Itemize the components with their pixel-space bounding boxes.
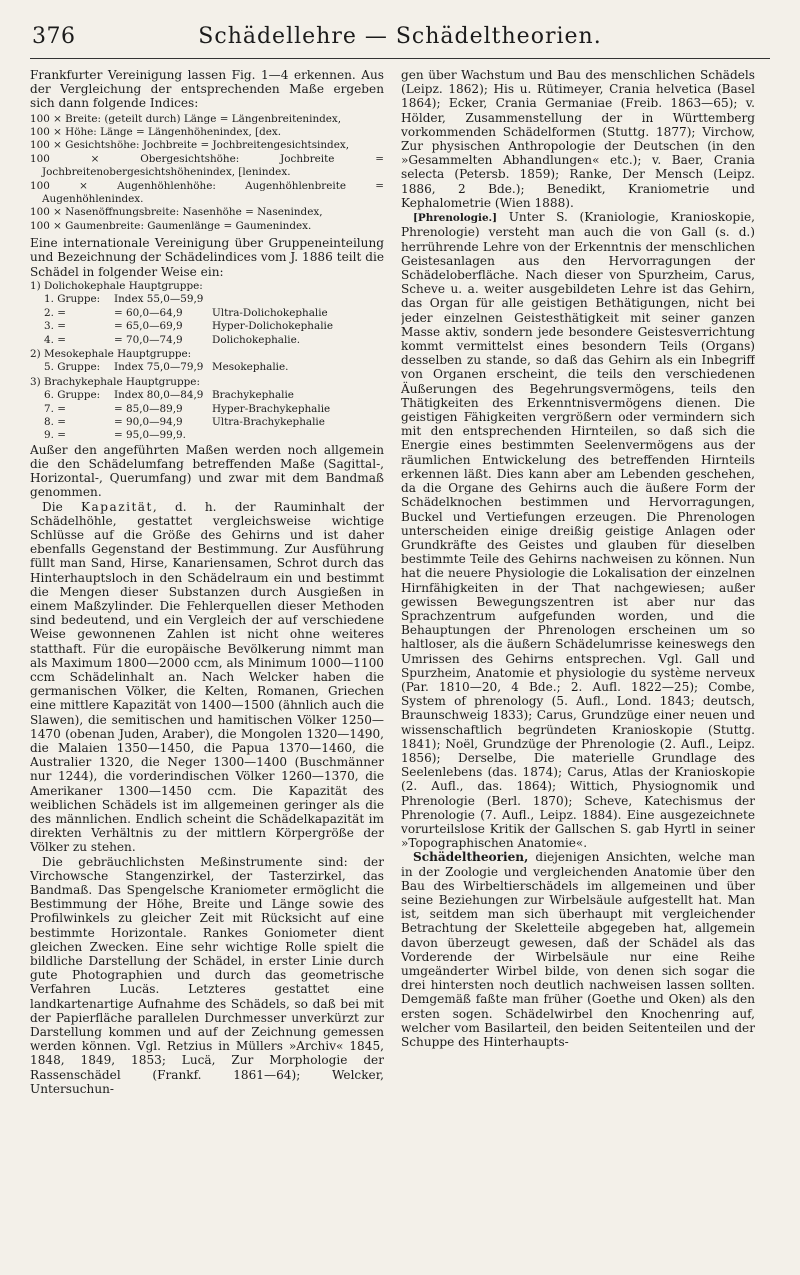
group-label: 4. = [44,333,66,346]
group-name: Hyper-Dolichokephalie [212,320,333,333]
paragraph: Frankfurter Vereinigung lassen Fig. 1—4 erkennen. Aus der Vergleichung der entsprechenden Maße ergeben sich dann folgende Indices: [30,68,384,111]
group-range: = 65,0—69,9 [114,320,183,333]
group-name [212,293,384,306]
index-formula: 100 × Gesichtshöhe: Jochbreite = Jochbreitengesichtsindex, [30,139,350,152]
group-label: 8. = [44,415,66,428]
index-formula: 100 × Augenhöhlenhöhe: Augenhöhlenbreite = Augenhöhlenindex. [30,179,384,206]
group-name: Ultra-Brachykephalie [212,415,325,428]
group-row [30,361,384,374]
indices-list [30,113,384,234]
group-label: 6. Gruppe: [44,389,101,402]
entry-paragraph [401,850,755,1049]
paragraph-text: diejenigen Ansichten, welche man in der Zoologie und vergleichenden Anatomie über den Bau des Wirbeltierschädels im allgemeinen und über seine Beziehungen zur Wirbelsäule aufgestellt hat. Man ist, seitdem man sich überhaupt mit vergleichender Betrachtung der Skeletteile abgegeben hat, allgemein davon überzeugt gewesen, daß der Schädel als das Vorderende der Wirbelsäule nur eine Reihe umgeänderter Wirbel bilde, von denen sich sogar die drei hintersten noch deutlich nachweisen lassen sollten. Demgemäß faßte man früher (Goethe und Oken) als den ersten sogen. Schädelwirbel den Knochenring auf, welcher vom Basilarteil, den beiden Seitenteilen und der Schuppe des Hinterhaupts- [401,850,755,1050]
group-name: Ultra-Dolichokephalie [212,306,328,319]
group-label: 5. Gruppe: [44,361,101,374]
group-name: Dolichokephalie. [212,333,301,346]
group-range: = 70,0—74,9 [114,333,183,346]
group-range: Index 80,0—84,9 [114,389,204,402]
paragraph: gen über Wachstum und Bau des menschlichen Schädels (Leipz. 1862); His u. Rütimeyer, Crania helvetica (Basel 1864); Ecker, Crania Germaniae (Freib. 1863—65); v. Hölder, Zusammenstellung der in Württemberg vorkommenden Schädelformen (Stuttg. 1877); Virchow, Zur physischen Anthropologie der Deutschen (in den »Gesammelten Abhandlungen« etc.); v. Baer, Crania selecta (Petersb. 1859); Ranke, Der Mensch (Leipz. 1886, 2 Bde.); Benedikt, Kraniometrie und Kephalometrie (Wien 1888). [401,68,755,210]
group-title: 1) Dolichokephale Hauptgruppe: [30,279,203,292]
entry-headword: Schädeltheorien, [413,850,529,865]
index-formula: 100 × Gaumenbreite: Gaumenlänge = Gaumenindex. [30,219,312,232]
paragraph: Außer den angeführten Maßen werden noch allgemein die den Schädelumfang betreffenden Maße (Sagittal-, Horizontal-, Querumfang) und zwar mit dem Bandmaß genommen. [30,442,384,500]
paragraph: Die Kapazität, d. h. der Rauminhalt der Schädelhöhle, gestattet vergleichsweise wichtige Schlüsse auf die Größe des Gehirns und ist daher ebenfalls Gegenstand der Bestimmung. Zur Ausführung füllt man Sand, Hirse, Kanariensamen, Schrot durch das Hinterhauptsloch in den Schädelraum ein und bestimmt die Mengen dieser Substanzen durch Ausgießen in einem Maßzylinder. Die Fehlerquellen dieser Methoden sind bedeutend, und ein Vergleich der auf verschiedene Weise gewonnenen Zahlen ist nicht ohne weiteres statthaft. Für die europäische Bevölkerung nimmt man als Maximum 1800—2000 ccm, als Minimum 1000—1100 ccm Schädelinhalt an. Nach Welcker haben die germanischen Völker, die Kelten, Romanen, Griechen eine mittlere Kapazität von 1400—1500 (ähnlich auch die Slawen), die semitischen und hamitischen Völker 1250—1470 (obenan Juden, Araber), die Mongolen 1320—1490, die Malaien 1350—1450, die Papua 1370—1460, die Australier 1320, die Neger 1300—1400 (Buschmänner nur 1244), die vorderindischen Völker 1260—1370, die Amerikaner 1300—1450 ccm. Die Kapazität des weiblichen Schädels ist im allgemeinen geringer als die des männlichen. Endlich scheint die Schädelkapazität im direkten Verhältnis zu der mittlern Körpergröße der Völker zu stehen. [30,499,384,855]
left-column [30,68,384,1263]
group-rows [30,389,384,443]
index-formula: 100 × Breite: (geteilt durch) Länge = Längenbreitenindex, [30,112,342,125]
group-range: = 90,0—94,9 [114,415,183,428]
page-header [30,18,770,59]
group-title: 2) Mesokephale Hauptgruppe: [30,347,192,360]
group-range: Index 75,0—79,9 [114,361,204,374]
group-name: Brachykephalie [212,389,294,402]
paragraph-text: , d. h. der Rauminhalt der Schädelhöhle, gestattet vergleichsweise wichtige Schlüsse auf die Größe des Gehirns und ist daher ebenfalls Gegenstand der Bestimmung. Zur Ausführung füllt man Sand, Hirse, Kanariensamen, Schrot durch das Hinterhauptsloch in den Schädelraum ein und bestimmt die Mengen dieser Substanzen durch Ausgießen in einem Maßzylinder. Die Fehlerquellen dieser Methoden sind bedeutend, und ein Vergleich der auf verschiedene Weise gewonnenen Zahlen ist nicht ohne weiteres statthaft. Für die europäische Bevölkerung nimmt man als Maximum 1800—2000 ccm, als Minimum 1000—1100 ccm Schädelinhalt an. Nach Welcker haben die germanischen Völker, die Kelten, Romanen, Griechen eine mittlere Kapazität von 1400—1500 (ähnlich auch die Slawen), die semitischen und hamitischen Völker 1250—1470 (obenan Juden, Araber), die Mongolen 1320—1490, die Malaien 1350—1450, die Papua 1370—1460, die Australier 1320, die Neger 1300—1400 (Buschmänner nur 1244), die vorderindischen Völker 1260—1370, die Amerikaner 1300—1450 ccm. Die Kapazität des weiblichen Schädels ist im allgemeinen geringer als die des männlichen. Endlich scheint die Schädelkapazität im direkten Verhältnis zu der mittlern Körpergröße der Völker zu stehen. [30,499,384,855]
index-formula: 100 × Obergesichtshöhe: Jochbreite = Jochbreitenobergesichtshöhenindex, [lenindex. [30,152,384,179]
index-formula: 100 × Nasenöffnungsbreite: Nasenhöhe = Nasenindex, [30,206,323,219]
paragraph [401,210,755,850]
group-row [30,429,384,442]
group-range: Index 55,0—59,9 [114,293,204,306]
group-name [212,429,384,442]
group-label: 7. = [44,402,66,415]
group-label: 9. = [44,429,66,442]
group-label: 3. = [44,320,66,333]
group-rows [30,293,384,347]
group-range: = 60,0—64,9 [114,306,183,319]
group-range: = 95,0—99,9. [114,429,186,442]
index-formula: 100 × Höhe: Länge = Längenhöhenindex, [dex. [30,126,282,139]
group-row [30,320,384,333]
group-row [30,307,384,320]
group-rows [30,361,384,374]
page-number: 376 [32,24,76,49]
group-range: = 85,0—89,9 [114,402,183,415]
group-label: 1. Gruppe: [44,293,101,306]
index-groups [30,280,384,443]
group-row [30,403,384,416]
paragraph: Eine internationale Vereinigung über Gruppeneinteilung und Bezeichnung der Schädelindices vom J. 1886 teilt die Schädel in folgender Weise ein: [30,236,384,279]
group-row [30,389,384,402]
group-name: Hyper-Brachykephalie [212,402,331,415]
group-row [30,416,384,429]
group-label: 2. = [44,306,66,319]
keyword: Kapazität [81,499,153,514]
group-row [30,334,384,347]
paragraph-text: Unter S. (Kraniologie, Kranioskopie, Phrenologie) versteht man auch die von Gall (s. d.) herrührende Lehre von der Erkenntnis der menschlichen Geistesanlagen aus den Hervorragungen der Schädeloberfläche. Nach dieser von Spurzheim, Carus, Scheve u. a. weiter ausgebildeten Lehre ist das Gehirn, das Organ für alle geistigen Bethätigungen, nicht bei jeder einzelnen Geistesthätigkeit mit seiner ganzen Masse aktiv, sondern jede besondere Geistesverrichtung kommt vermittelst eines besondern Teils (Organs) desselben zu stande, so daß das Gehirn als ein Inbegriff von Organen erscheint, die teils den verschiedenen Äußerungen des Begehrungsvermögens, teils den Thätigkeiten des Erkenntnisvermögens dienen. Die geistigen Fähigkeiten vergrößern oder vermindern sich mit den entsprechenden Hirnteilen, so daß sich die Energie eines bestimmten Seelenvermögens aus der räumlichen Entwickelung des betreffenden Hirnteils erkennen läßt. Dies kann aber am Lebenden geschehen, da die Organe des Gehirns auch die äußere Form der Schädelknochen bestimmen und Hervorragungen, Buckel und Vertiefungen erzeugen. Die Phrenologen unterscheiden einige dreißig geistige Anlagen oder Grundkräfte des Geistes und glauben für dieselben bestimmte Teile des Gehirns nachweisen zu können. Nun hat die neuere Physiologie die Lokalisation der einzelnen Hirnfähigkeiten in der That nachgewiesen; außer gewissen Bewegungszentren ist aber nur das Sprachzentrum aufgefunden worden, und die Behauptungen der Phrenologen erscheinen um so haltloser, als die äußern Schädelumrisse keineswegs den Umrissen des Gehirns entsprechen. Vgl. Gall und Spurzheim, Anatomie et physiologie du système nerveux (Par. 1810—20, 4 Bde.; 2. Aufl. 1822—25); Combe, System of phrenology (5. Aufl., Lond. 1843; deutsch, Braunschweig 1833); Carus, Grundzüge einer neuen und wissenschaftlich begründeten Kranioskopie (Stuttg. 1841); Noël, Grundzüge der Phrenologie (2. Aufl., Leipz. 1856); Derselbe, Die materielle Grundlage des Seelenlebens (das. 1874); Carus, Atlas der Kranioskopie (2. Aufl., das. 1864); Wittich, Physiognomik und Phrenologie (Berl. 1870); Scheve, Katechismus der Phrenologie (7. Aufl., Leipz. 1884). Eine ausgezeichnete vorurteilslose Kritik der Gallschen S. gab Hyrtl in seiner »Topographischen Anatomie«. [401,210,755,851]
running-title: Schädellehre — Schädeltheorien. [198,24,602,49]
group-name: Mesokephalie. [212,361,289,374]
group-row [30,293,384,306]
right-column [401,68,755,1263]
section-tag: [Phrenologie.] [413,212,498,225]
paragraph: Die gebräuchlichsten Meßinstrumente sind: der Virchowsche Stangenzirkel, der Tasterzirkel, das Bandmaß. Das Spengelsche Kraniometer ermöglicht die Bestimmung der Höhe, Breite und Länge sowie des Profilwinkels zu gleicher Zeit mit Rücksicht auf eine bestimmte Horizontale. Rankes Goniometer dient gleichen Zwecken. Eine sehr wichtige Rolle spielt die bildliche Darstellung der Schädel, in erster Linie durch gute Photographien und durch das geometrische Verfahren Lucäs. Letzteres gestattet eine landkartenartige Aufnahme des Schädels, so daß bei mit der Papierfläche parallelen Durchmesser unverkürzt zur Darstellung kommen und auf der Zeichnung gemessen werden können. Vgl. Retzius in Müllers »Archiv« 1845, 1848, 1849, 1853; Lucä, Zur Morphologie der Rassenschädel (Frankf. 1861—64); Welcker, Untersuchun- [30,854,384,1096]
group-title: 3) Brachykephale Hauptgruppe: [30,375,200,388]
